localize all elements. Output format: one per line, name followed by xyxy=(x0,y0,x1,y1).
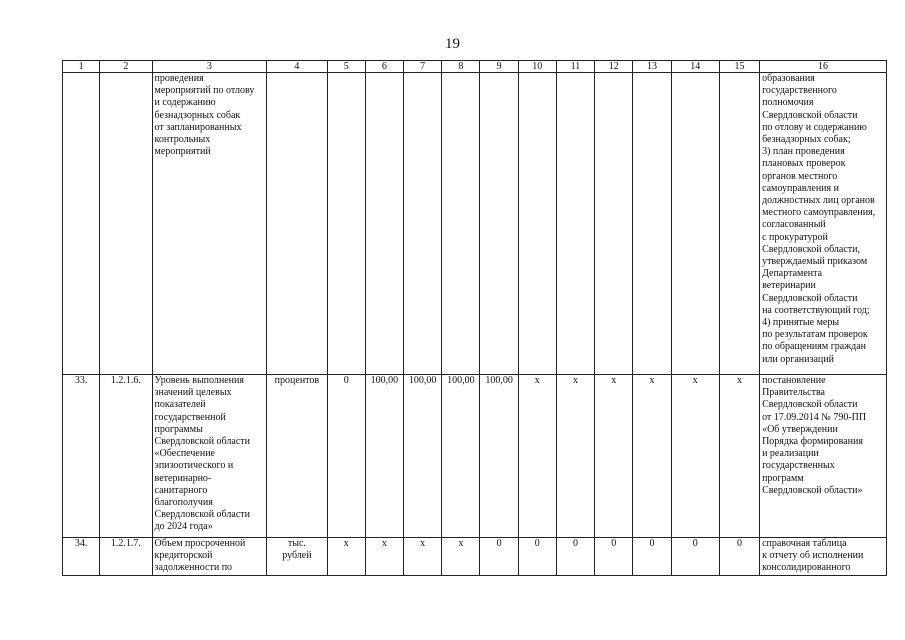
value-cell: 100,00 xyxy=(404,375,442,538)
value-cell xyxy=(556,73,594,375)
col-header: 5 xyxy=(327,61,365,73)
table-row xyxy=(63,73,887,375)
value-cell: х xyxy=(595,375,633,538)
col-header: 13 xyxy=(633,61,671,73)
item-code: 1.2.1.6. xyxy=(100,375,152,538)
row-number xyxy=(63,73,100,375)
col-header: 2 xyxy=(100,61,152,73)
column-number-row xyxy=(63,61,887,73)
indicator-name: проведения мероприятий по отлову и содержанию безнадзорных собак от запланированных контрольных мероприятий xyxy=(152,73,267,375)
unit xyxy=(267,73,327,375)
value-cell: х xyxy=(442,538,480,576)
col-header: 10 xyxy=(518,61,556,73)
value-cell: 100,00 xyxy=(442,375,480,538)
col-header: 7 xyxy=(404,61,442,73)
value-cell xyxy=(327,73,365,375)
value-cell xyxy=(595,73,633,375)
value-cell xyxy=(442,73,480,375)
indicator-name: Уровень выполнения значений целевых показателей государственной программы Свердловской области «Обеспечение эпизоотического и ветеринарно- санитарного благополучия Свердловской области до 2024 года» xyxy=(152,375,267,538)
col-header: 11 xyxy=(556,61,594,73)
col-header: 1 xyxy=(63,61,100,73)
col-header: 8 xyxy=(442,61,480,73)
value-cell: х xyxy=(327,538,365,576)
unit: процентов xyxy=(267,375,327,538)
row-number: 33. xyxy=(63,375,100,538)
value-cell xyxy=(518,73,556,375)
value-cell: 0 xyxy=(556,538,594,576)
item-code: 1.2.1.7. xyxy=(100,538,152,576)
value-cell: х xyxy=(719,375,759,538)
indicators-table xyxy=(62,60,887,576)
value-cell xyxy=(671,73,719,375)
value-cell: 0 xyxy=(327,375,365,538)
col-header: 16 xyxy=(760,61,887,73)
value-cell: х xyxy=(556,375,594,538)
page-number: 19 xyxy=(445,36,460,52)
value-cell: х xyxy=(671,375,719,538)
table-row xyxy=(63,375,887,538)
source-document: образования государственного полномочия Свердловской области по отлову и содержанию безнадзорных собак; 3) план проведения плановых проверок органов местного самоуправления и должностных лиц органов местного самоуправления, согласованный с прокуратурой Свердловской области, утверждаемый приказом Департамента ветеринарии Свердловской области на соответствующий год; 4) принятые меры по результатам проверок по обращениям граждан или организаций xyxy=(760,73,887,375)
value-cell: 0 xyxy=(480,538,518,576)
value-cell: х xyxy=(518,375,556,538)
col-header: 15 xyxy=(719,61,759,73)
source-document: справочная таблица к отчету об исполнении консолидированного xyxy=(760,538,887,576)
col-header: 12 xyxy=(595,61,633,73)
value-cell: 0 xyxy=(719,538,759,576)
unit: тыс. рублей xyxy=(267,538,327,576)
col-header: 6 xyxy=(365,61,403,73)
value-cell: 100,00 xyxy=(365,375,403,538)
value-cell xyxy=(404,73,442,375)
table-row xyxy=(63,538,887,576)
value-cell xyxy=(480,73,518,375)
value-cell: х xyxy=(633,375,671,538)
source-document: постановление Правительства Свердловской области от 17.09.2014 № 790-ПП «Об утверждении Порядка формирования и реализации государственных программ Свердловской области» xyxy=(760,375,887,538)
col-header: 14 xyxy=(671,61,719,73)
value-cell: 0 xyxy=(633,538,671,576)
indicator-name: Объем просроченной кредиторской задолженности по xyxy=(152,538,267,576)
value-cell: х xyxy=(365,538,403,576)
row-number: 34. xyxy=(63,538,100,576)
value-cell xyxy=(719,73,759,375)
value-cell: 0 xyxy=(671,538,719,576)
col-header: 9 xyxy=(480,61,518,73)
item-code xyxy=(100,73,152,375)
col-header: 4 xyxy=(267,61,327,73)
value-cell: 100,00 xyxy=(480,375,518,538)
value-cell: 0 xyxy=(595,538,633,576)
value-cell xyxy=(633,73,671,375)
value-cell: 0 xyxy=(518,538,556,576)
col-header: 3 xyxy=(152,61,267,73)
value-cell xyxy=(365,73,403,375)
value-cell: х xyxy=(404,538,442,576)
